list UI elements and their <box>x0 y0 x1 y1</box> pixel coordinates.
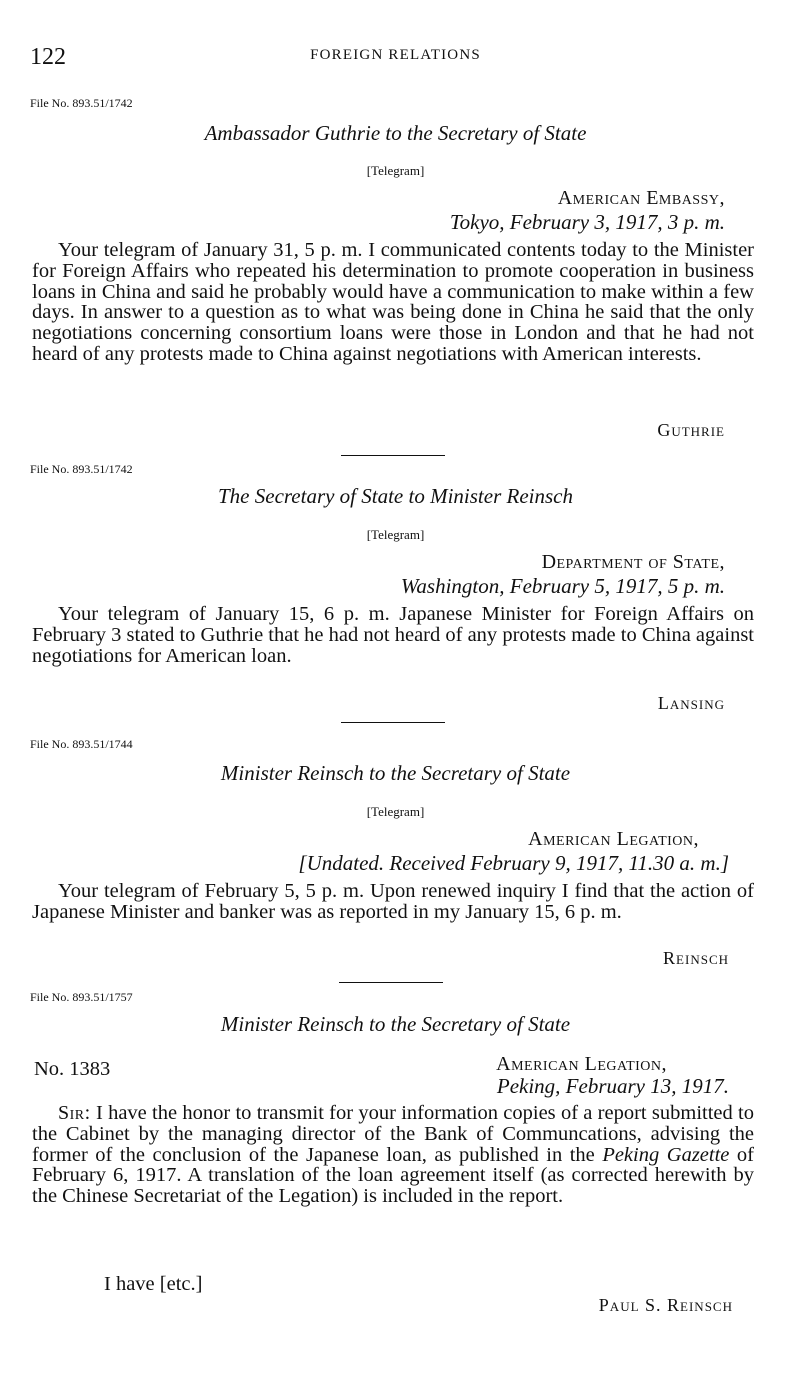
date-line: Peking, February 13, 1917. <box>496 1074 729 1098</box>
document-type: [Telegram] <box>366 527 425 542</box>
place-line: American Legation, <box>528 828 699 850</box>
body-paragraph: Your telegram of February 5, 5 p. m. Upon renewed inquiry I find that the action of Japanese Minister and banker was as reported in my January 15, 6 p. m. <box>32 880 754 923</box>
document-title: Minister Reinsch to the Secretary of State <box>220 1012 571 1036</box>
running-title: FOREIGN RELATIONS <box>310 47 481 63</box>
document-title: The Secretary of State to Minister Reinsch <box>218 484 573 508</box>
date-line: Tokyo, February 3, 1917, 3 p. m. <box>449 210 725 234</box>
document-body <box>32 240 754 365</box>
signature: Guthrie <box>657 420 725 440</box>
file-number: File No. 893.51/1742 <box>30 462 133 476</box>
file-number: File No. 893.51/1757 <box>30 990 133 1004</box>
salutation: Sir: <box>58 1102 91 1124</box>
section-divider <box>339 982 443 983</box>
body-text-before: I have the honor to transmit for your information copies of a report submitted to the Cabinet by the managing director of the Bank of Communcations, advising the former of the conclusion of the Japanese loan, as published in the <box>32 1102 754 1166</box>
document-type: [Telegram] <box>366 804 425 819</box>
body-paragraph: Your telegram of January 15, 6 p. m. Japanese Minister for Foreign Affairs on February 3 stated to Guthrie that he had not heard of any protests made to China against negotiations for American loan. <box>32 603 754 667</box>
section-divider <box>341 722 445 723</box>
file-number: File No. 893.51/1742 <box>30 96 133 110</box>
file-number: File No. 893.51/1744 <box>30 737 133 751</box>
signature: Paul S. Reinsch <box>598 1295 733 1315</box>
date-line: Washington, February 5, 1917, 5 p. m. <box>400 574 725 598</box>
body-paragraph <box>32 1103 754 1207</box>
date-line: [Undated. Received February 9, 1917, 11.30 a. m.] <box>298 851 729 875</box>
section-divider <box>341 455 445 456</box>
place-line: Department of State, <box>541 551 725 573</box>
signature: Reinsch <box>663 948 729 968</box>
page-number: 122 <box>30 44 66 70</box>
signature: Lansing <box>657 693 725 713</box>
body-paragraph: Your telegram of January 31, 5 p. m. I communicated contents today to the Minister for Foreign Affairs who repeated his determination to promote cooperation in business loans in China and said he probably would have a communication to make within a few days. In answer to a question as to what was being done in China he said that the only negotiations concerning consortium loans were those in London and that he had not heard of any protests made to China against negotiations with American interests. <box>32 239 754 365</box>
despatch-number: No. 1383 <box>34 1058 111 1080</box>
place-line: American Embassy, <box>557 187 725 209</box>
document-title: Ambassador Guthrie to the Secretary of State <box>204 121 587 145</box>
document-body <box>32 881 754 923</box>
place-line: American Legation, <box>496 1053 667 1075</box>
document-title: Minister Reinsch to the Secretary of State <box>220 761 571 785</box>
document-type: [Telegram] <box>366 163 425 178</box>
body-text-after: of February 6, 1917. A translation of the loan agreement itself (as corrected herewith by the Chinese Secretariat of the Legation) is included in the report. <box>32 1143 755 1208</box>
document-body <box>32 604 754 666</box>
closing-line: I have [etc.] <box>104 1273 203 1295</box>
document-body <box>32 1103 754 1207</box>
publication-title: Peking Gazette <box>602 1143 730 1166</box>
